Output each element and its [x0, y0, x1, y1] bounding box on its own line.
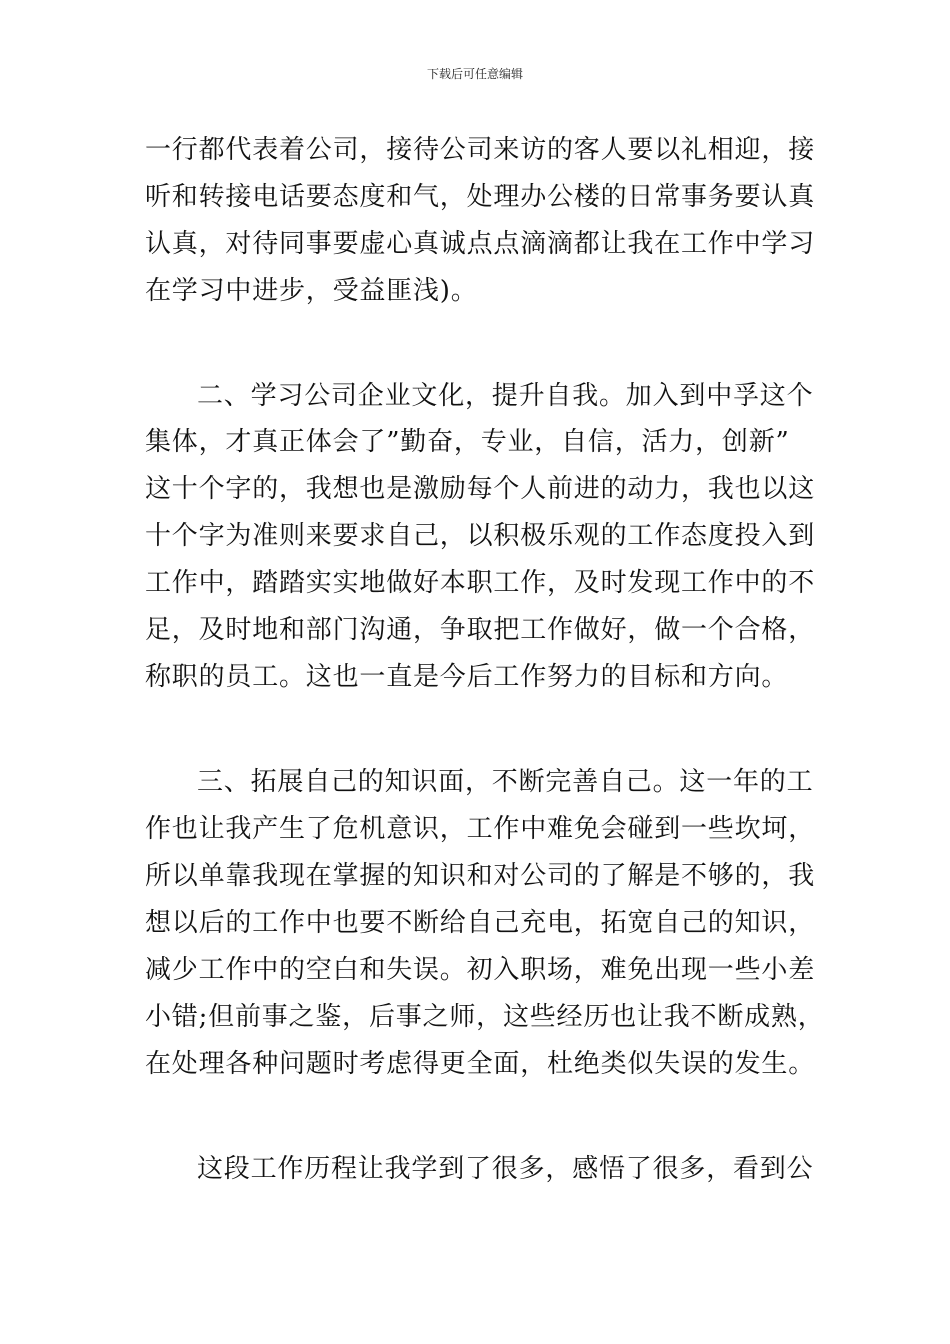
paragraph-line: 足，及时地和部门沟通，争取把工作做好，做一个合格，: [145, 615, 816, 645]
paragraph-line: 听和转接电话要态度和气，处理办公楼的日常事务要认真: [145, 182, 816, 212]
paragraph-line: 称职的员工。这也一直是今后工作努力的目标和方向。: [145, 662, 789, 692]
paragraph-line: 这段工作历程让我学到了很多，感悟了很多，看到公: [197, 1154, 814, 1184]
paragraph-line: 工作中，踏踏实实地做好本职工作，及时发现工作中的不: [145, 568, 816, 598]
paragraph-line: 这十个字的，我想也是激励每个人前进的动力，我也以这: [145, 474, 816, 504]
page-header: 下载后可任意编辑: [426, 67, 523, 81]
paragraph-line: 在处理各种问题时考虑得更全面，杜绝类似失误的发生。: [145, 1049, 816, 1079]
paragraph-line: 二、学习公司企业文化，提升自我。加入到中孚这个: [197, 381, 814, 411]
paragraph-line: 减少工作中的空白和失误。初入职场，难免出现一些小差: [145, 955, 816, 985]
paragraph-line: 集体，才真正体会了”勤奋，专业，自信，活力，创新”: [145, 427, 790, 457]
paragraph-line: 小错;但前事之鉴，后事之师，这些经历也让我不断成熟，: [145, 1002, 825, 1032]
paragraph-line: 想以后的工作中也要不断给自己充电，拓宽自己的知识，: [145, 908, 816, 938]
paragraph-line: 在学习中进步，受益匪浅)。: [145, 276, 478, 306]
paragraph-line: 所以单靠我现在掌握的知识和对公司的了解是不够的，我: [145, 861, 816, 891]
paragraph-line: 认真，对待同事要虚心真诚点点滴滴都让我在工作中学习: [145, 229, 816, 259]
paragraph-line: 作也让我产生了危机意识，工作中难免会碰到一些坎坷，: [145, 814, 816, 844]
paragraph-line: 一行都代表着公司，接待公司来访的客人要以礼相迎，接: [145, 135, 816, 165]
paragraph-line: 三、拓展自己的知识面，不断完善自己。这一年的工: [197, 767, 814, 797]
paragraph-line: 十个字为准则来要求自己，以积极乐观的工作态度投入到: [145, 521, 816, 551]
